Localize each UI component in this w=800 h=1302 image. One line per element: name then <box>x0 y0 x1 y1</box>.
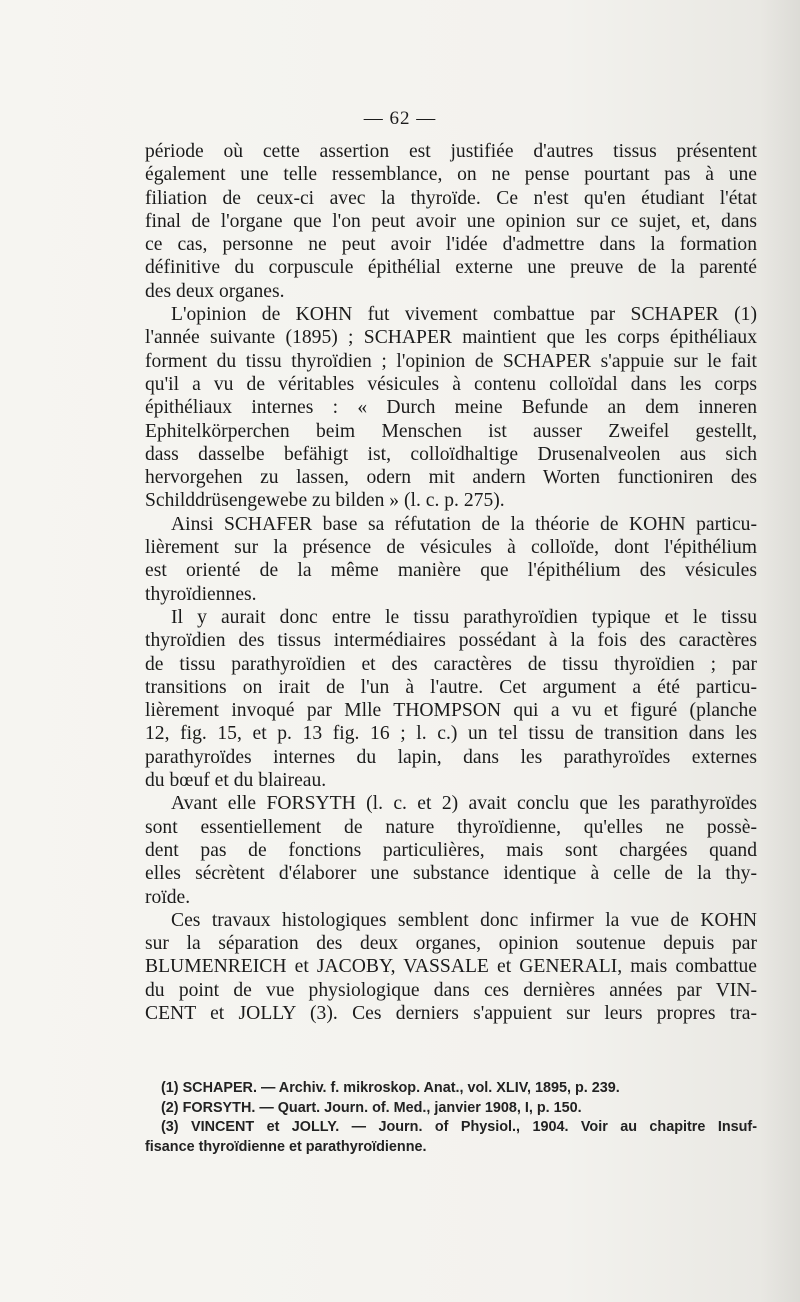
paragraph-6 <box>145 909 757 1025</box>
text-line: Ces travaux histologiques semblent donc infirmer la vue de KOHN <box>171 909 757 931</box>
text-line: lièrement sur la présence de vésicules à colloïde, dont l'épithélium <box>145 537 757 559</box>
text-line: des deux organes. <box>145 280 285 302</box>
text-line: dass dasselbe befähigt ist, colloïdhaltige Drusenalveolen aus sich <box>145 443 757 465</box>
text-line: sont essentiellement de nature thyroïdienne, qu'elles ne possè- <box>145 816 757 838</box>
text-line: Avant elle FORSYTH (l. c. et 2) avait conclu que les parathyroïdes <box>171 793 757 815</box>
text-line: période où cette assertion est justifiée d'autres tissus présentent <box>145 141 757 162</box>
text-line: hervorgehen zu lassen, odern mit andern Worten functioniren des <box>145 467 757 489</box>
text-line: qu'il a vu de véritables vésicules à contenu colloïdal dans les corps <box>145 373 757 395</box>
text-line: CENT et JOLLY (3). Ces derniers s'appuient sur leurs propres tra- <box>145 1002 757 1024</box>
paragraph-4 <box>145 606 757 792</box>
text-line: parathyroïdes internes du lapin, dans les parathyroïdes externes <box>145 746 757 768</box>
text-line: sur la séparation des deux organes, opinion soutenue depuis par <box>145 933 757 955</box>
text-line: L'opinion de KOHN fut vivement combattue par SCHAPER (1) <box>171 304 757 326</box>
paragraph-5 <box>145 792 757 908</box>
text-line: ce cas, personne ne peut avoir l'idée d'admettre dans la formation <box>145 234 757 256</box>
text-line: du bœuf et du blaireau. <box>145 770 327 792</box>
footnotes <box>145 1079 757 1157</box>
text-line: elles sécrètent d'élaborer une substance identique à celle de la thy- <box>145 863 757 885</box>
text-line: dent pas de fonctions particulières, mais sont chargées quand <box>145 839 757 861</box>
text-line: transitions on irait de l'un à l'autre. Cet argument a été particu- <box>145 676 757 698</box>
text-line: Schilddrüsengewebe zu bilden » (l. c. p. 275). <box>145 490 505 512</box>
page-number: — 62 — <box>363 108 437 129</box>
footnote-3-continuation: fisance thyroïdienne et parathyroïdienne. <box>145 1138 427 1155</box>
text-line: roïde. <box>145 886 191 908</box>
text-line: thyroïdien des tissus intermédiaires possédant à la fois des caractères <box>145 630 757 652</box>
footnote-2: (2) FORSYTH. — Quart. Journ. of. Med., janvier 1908, I, p. 150. <box>161 1099 582 1116</box>
text-line: BLUMENREICH et JACOBY, VASSALE et GENERALI, mais combattue <box>145 956 757 978</box>
text-line: Ephitelkörperchen beim Menschen ist ausser Zweifel gestellt, <box>145 420 757 442</box>
text-line: du point de vue physiologique dans ces dernières années par VIN- <box>145 979 757 1001</box>
text-line: est orienté de la même manière que l'épithélium des vésicules <box>145 560 757 582</box>
text-line: l'année suivante (1895) ; SCHAPER maintient que les corps épithéliaux <box>145 327 757 349</box>
text-line: de tissu parathyroïdien et des caractères de tissu thyroïdien ; par <box>145 653 757 675</box>
text-line: 12, fig. 15, et p. 13 fig. 16 ; l. c.) un tel tissu de transition dans les <box>145 723 757 745</box>
paragraph-1 <box>145 140 757 303</box>
text-line: forment du tissu thyroïdien ; l'opinion de SCHAPER s'appuie sur le fait <box>145 350 757 372</box>
text-line: thyroïdiennes. <box>145 583 257 605</box>
text-line: Ainsi SCHAFER base sa réfutation de la théorie de KOHN particu- <box>171 513 757 535</box>
text-line: également une telle ressemblance, on ne pense pourtant pas à une <box>145 164 757 186</box>
text-line: lièrement invoqué par Mlle THOMPSON qui a vu et figuré (planche <box>145 700 757 722</box>
text-line: définitive du corpuscule épithélial externe une preuve de la parenté <box>145 257 757 279</box>
text-line: Il y aurait donc entre le tissu parathyroïdien typique et le tissu <box>171 606 757 628</box>
paragraph-2 <box>145 303 757 513</box>
body-text <box>145 140 757 1025</box>
footnote-3: (3) VINCENT et JOLLY. — Journ. of Physiol., 1904. Voir au chapitre Insuf- <box>161 1119 757 1135</box>
text-line: épithéliaux internes : « Durch meine Befunde an dem inneren <box>145 397 757 419</box>
text-line: final de l'organe que l'on peut avoir une opinion sur ce sujet, et, dans <box>145 210 757 232</box>
footnote-1: (1) SCHAPER. — Archiv. f. mikroskop. Anat., vol. XLIV, 1895, p. 239. <box>161 1080 620 1096</box>
paragraph-3 <box>145 513 757 606</box>
text-line: filiation de ceux-ci avec la thyroïde. Ce n'est qu'en étudiant l'état <box>145 187 757 209</box>
